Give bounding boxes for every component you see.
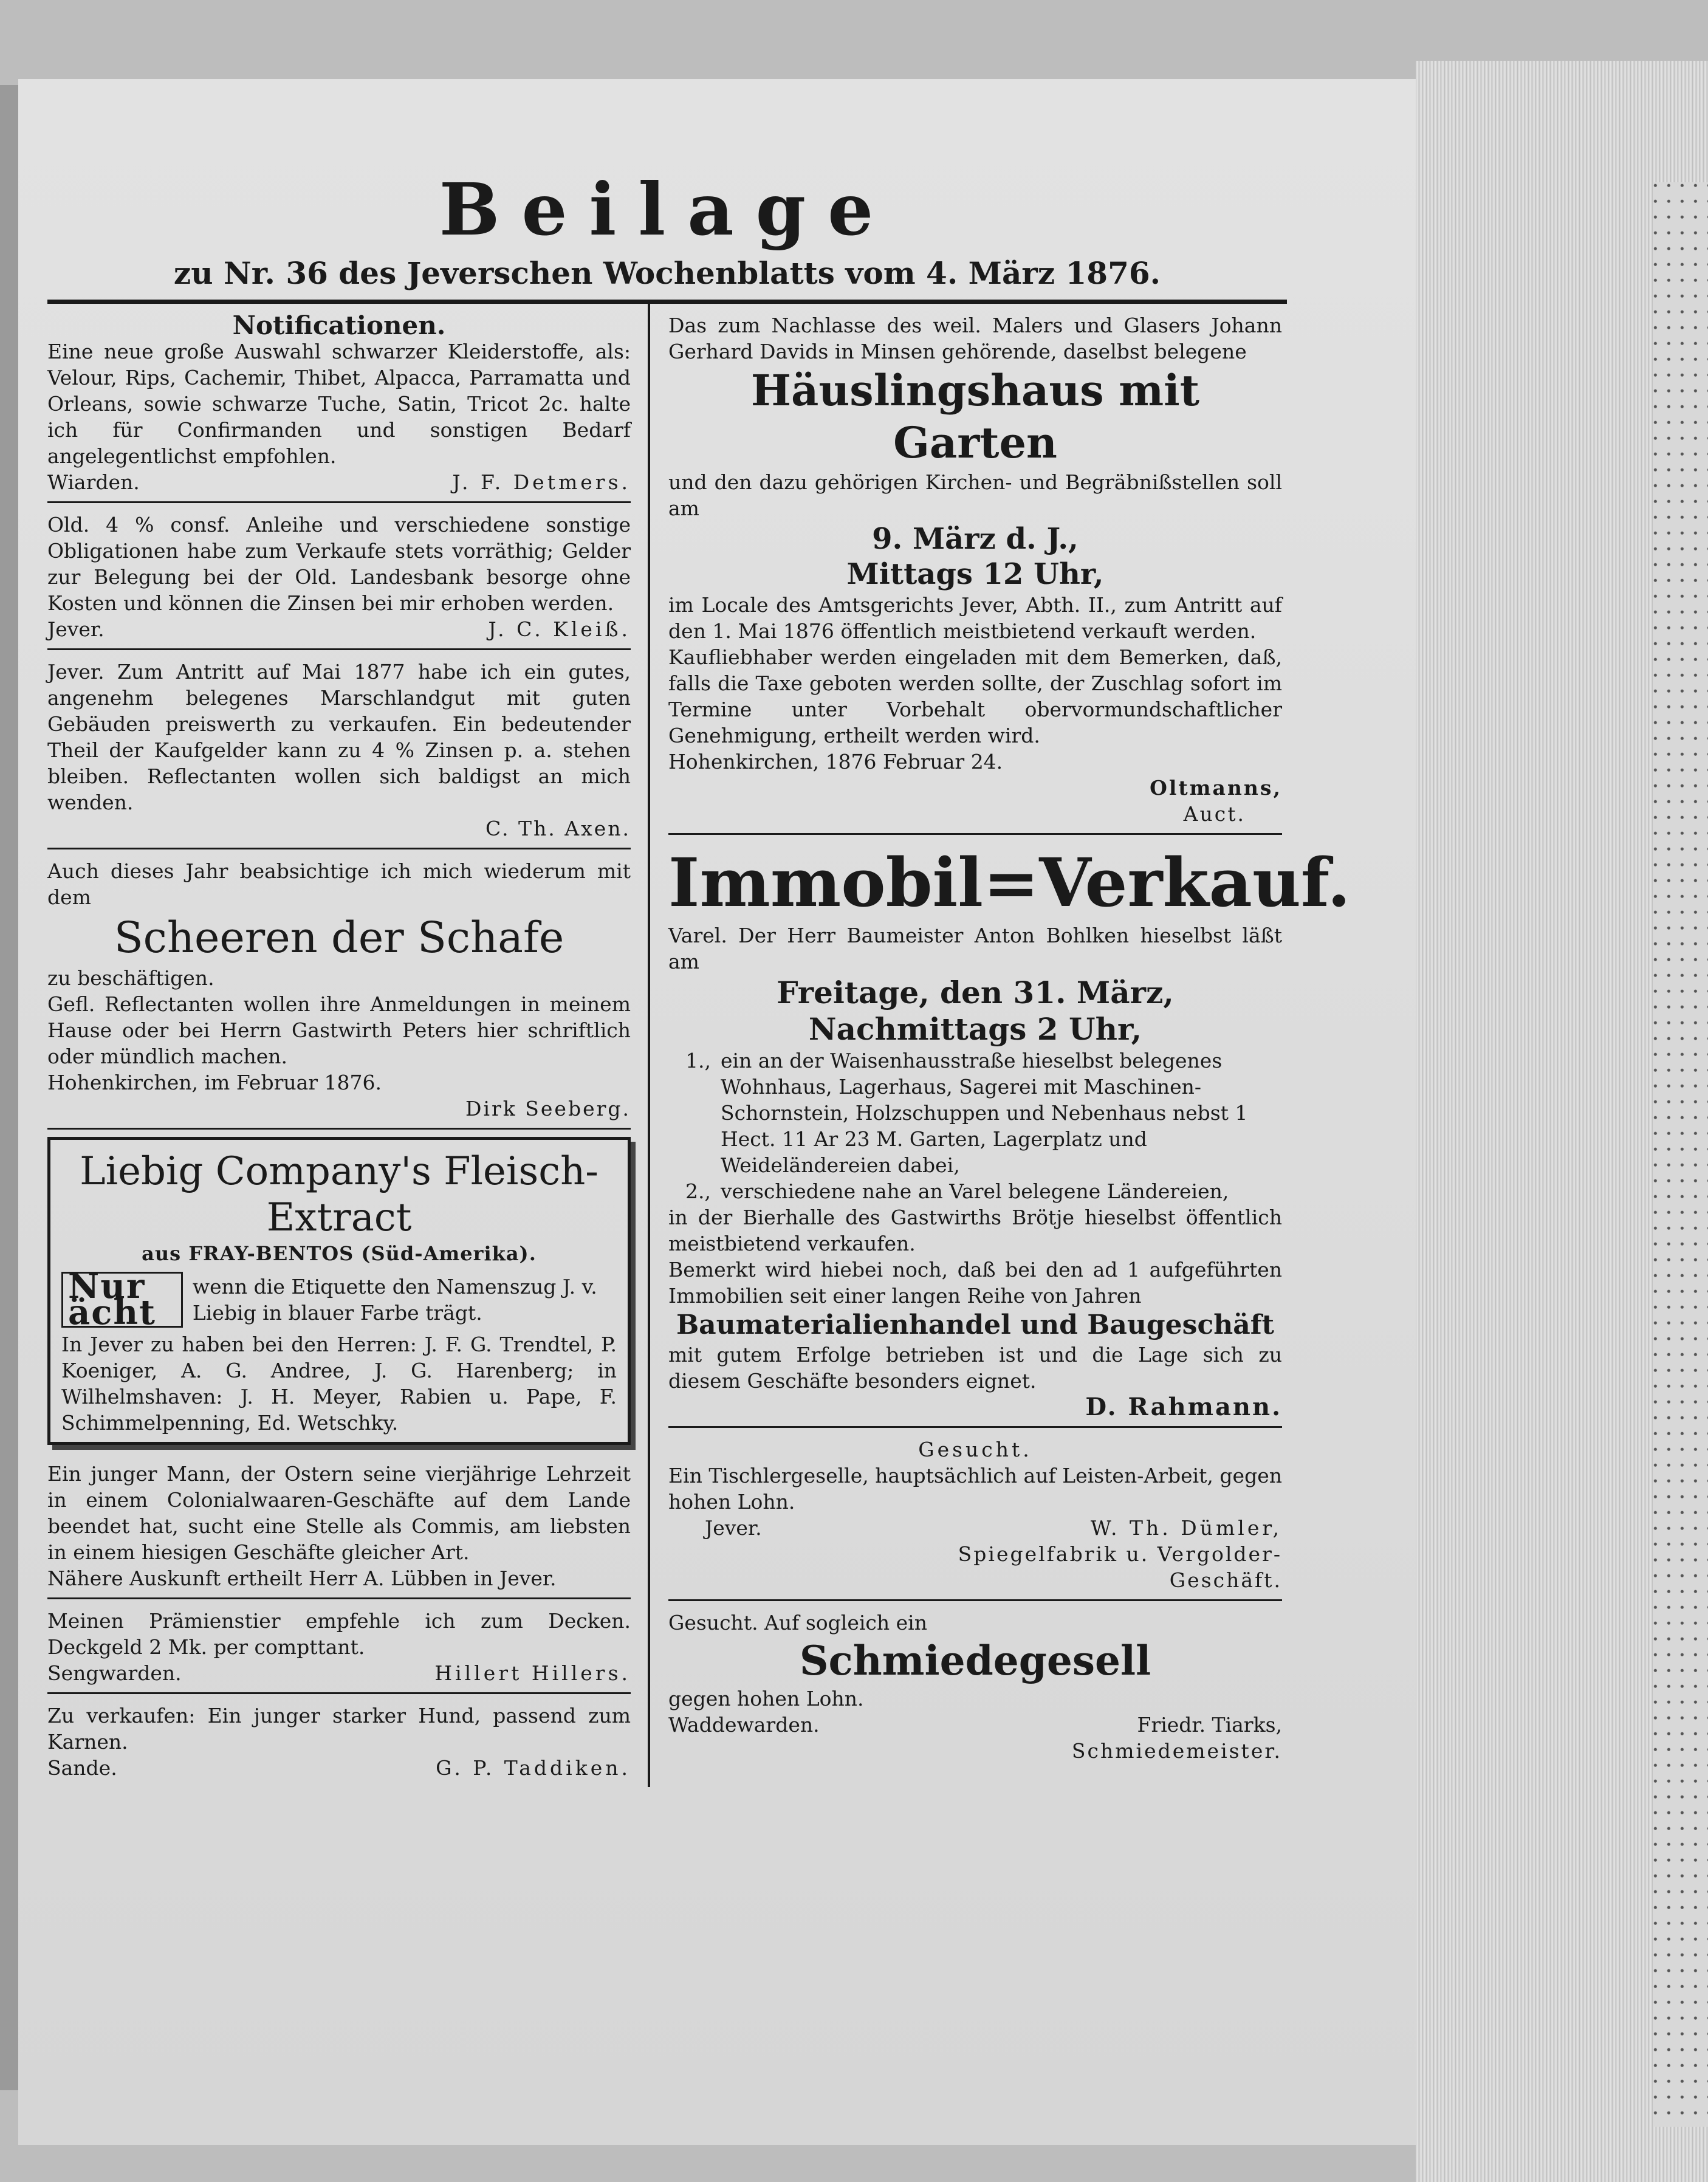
tischler-place: Jever.: [705, 1516, 762, 1540]
haeuslings-role: Auct.: [1183, 802, 1246, 826]
schafe-intro: Auch dieses Jahr beabsichtige ich mich wiederum mit dem: [47, 859, 631, 909]
stained-edge: [1653, 182, 1708, 2127]
left-column: [47, 304, 648, 1787]
schafe-headline: Scheeren der Schafe: [114, 913, 564, 962]
haeuslings-date1: 9. März d. J.,: [872, 522, 1079, 556]
ad-stier: [47, 1599, 631, 1694]
schmied-intro: Gesucht. Auf sogleich ein: [668, 1611, 927, 1635]
immobil-item-2-text: verschiedene nahe an Varel belegene Ländereien,: [721, 1179, 1229, 1203]
anleihe-footer: [47, 616, 631, 642]
liebig-title-2: Extract: [266, 1195, 412, 1240]
notifications-signature: J. F. Detmers.: [452, 470, 631, 494]
liebig-echt-text: wenn die Etiquette den Namenszug J. v. Liebig in blauer Farbe trägt.: [192, 1275, 597, 1325]
liebig-origin: aus FRAY-BENTOS (Süd-Amerika).: [142, 1242, 537, 1265]
hund-text: Zu verkaufen: Ein junger starker Hund, passend zum Karnen.: [47, 1704, 631, 1754]
commis-info: Nähere Auskunft ertheilt Herr A. Lübben in Jever.: [47, 1566, 557, 1590]
title-rule: [47, 300, 1287, 304]
liebig-dealers: In Jever zu haben bei den Herren: J. F. G. Trendtel, P. Koeniger, A. G. Andree, J. G. Harenberg; in Wilhelmshaven: J. H. Meyer, Rabien u. Pape, F. Schimmelpenning, Ed. Wetschky.: [61, 1333, 617, 1435]
anleihe-signature: J. C. Kleiß.: [488, 617, 631, 641]
immobil-item-2-num: 2.,: [685, 1179, 711, 1203]
stier-footer: [47, 1660, 631, 1686]
ad-commis: [47, 1452, 631, 1599]
liebig-nur-echt: Nur ächt: [61, 1272, 183, 1328]
notifications-place: Wiarden.: [47, 470, 140, 494]
tischler-role2: Geschäft.: [1169, 1568, 1282, 1592]
haeuslings-dateline: Hohenkirchen, 1876 Februar 24.: [668, 750, 1003, 774]
newspaper-page: [18, 79, 1416, 2145]
haeuslings-text3: Kaufliebhaber werden eingeladen mit dem Bemerken, daß, falls die Taxe geboten werden sollte, der Zuschlag sofort im Termine unter Vorbehalt obervormundschaftlicher Genehmigung, ertheilt werden wird.: [668, 645, 1282, 747]
immobil-headline: Immobil=Verkauf.: [668, 843, 1351, 922]
immobil-item-1-text: ein an der Waisenhausstraße hieselbst belegenes Wohnhaus, Lagerhaus, Sagerei mit Maschinen-Schornstein, Holzschuppen und Nebenhaus nebst 1 Hect. 11 Ar 23 M. Garten, Lagerplatz und Weideländereien dabei,: [721, 1049, 1248, 1177]
schafe-line: zu beschäftigen.: [47, 966, 214, 990]
immobil-date2: Nachmittags 2 Uhr,: [808, 1011, 1142, 1047]
adjacent-page-edge: [0, 85, 18, 2090]
schmied-text: gegen hohen Lohn.: [668, 1687, 864, 1710]
ad-hund: [47, 1694, 631, 1787]
liebig-authentic-row: [61, 1266, 617, 1333]
ad-anleihe: [47, 503, 631, 650]
notifications-footer: [47, 469, 631, 495]
marschland-text: Jever. Zum Antritt auf Mai 1877 habe ich ein gutes, angenehm belegenes Marschlandgut mit guten Gebäuden preiswerth zu verkaufen. Ein bedeutender Theil der Kaufgelder kann zu 4 % Zinsen p. a. stehen bleiben. Reflectanten wollen sich baldigst an mich wenden.: [47, 660, 631, 814]
haeuslings-headline: Häuslingshaus mit Garten: [750, 365, 1200, 468]
notifications-heading: Notificationen.: [232, 310, 446, 340]
right-column: [648, 304, 1351, 1787]
schmied-role: Schmiedemeister.: [1071, 1739, 1282, 1763]
stier-signature: Hillert Hillers.: [434, 1661, 631, 1685]
immobil-item-1-num: 1.,: [685, 1049, 711, 1072]
schmied-headline: Schmiedegesell: [799, 1637, 1151, 1684]
tischler-text: Ein Tischlergeselle, hauptsächlich auf Leisten-Arbeit, gegen hohen Lohn.: [668, 1464, 1282, 1514]
schmied-footer: [668, 1712, 1282, 1738]
ad-haeuslingshaus: [668, 304, 1282, 835]
book-page-edges: [1416, 61, 1708, 2182]
liebig-title-1: Liebig Company's Fleisch-: [80, 1149, 598, 1194]
haeuslings-date2: Mittags 12 Uhr,: [846, 557, 1104, 591]
ad-notifications: [47, 304, 631, 503]
schmied-signature: Friedr. Tiarks,: [1137, 1713, 1282, 1737]
haeuslings-text2: im Locale des Amtsgerichts Jever, Abth. II., zum Antritt auf den 1. Mai 1876 öffentlich meistbietend verkauft werden.: [668, 593, 1282, 643]
ad-tischler: [668, 1428, 1282, 1601]
haeuslings-signature: Oltmanns,: [1150, 776, 1282, 800]
tischler-footer: [668, 1515, 1282, 1541]
notifications-text: Eine neue große Auswahl schwarzer Kleiderstoffe, als: Velour, Rips, Cachemir, Thibet, Alpacca, Parramatta und Orleans, sowie schwarze Tuche, Satin, Tricot 2c. halte ich für Confirmanden und sonstigen Bedarf angelegentlichst empfohlen.: [47, 340, 631, 468]
marschland-signature: C. Th. Axen.: [485, 817, 631, 840]
anleihe-text: Old. 4 % consf. Anleihe und verschiedene sonstige Obligationen habe zum Verkaufe stets vorräthig; Gelder zur Belegung bei der Old. Landesbank besorge ohne Kosten und können die Zinsen bei mir erhoben werden.: [47, 513, 631, 615]
immobil-intro: Varel. Der Herr Baumeister Anton Bohlken hieselbst läßt am: [668, 924, 1282, 973]
hund-place: Sande.: [47, 1756, 117, 1780]
immobil-headline2: Baumaterialienhandel und Baugeschäft: [676, 1309, 1274, 1340]
page-title: Beilage: [439, 167, 896, 252]
immobil-text1: in der Bierhalle des Gastwirths Brötje hieselbst öffentlich meistbietend verkaufen.: [668, 1206, 1282, 1255]
tischler-heading: Gesucht.: [918, 1438, 1032, 1461]
hund-footer: [47, 1755, 631, 1781]
immobil-signature: D. Rahmann.: [1085, 1393, 1282, 1421]
haeuslings-intro: Das zum Nachlasse des weil. Malers und Glasers Johann Gerhard Davids in Minsen gehörende, daselbst belegene: [668, 314, 1282, 363]
ad-immobil: [668, 835, 1351, 1428]
immobil-text2: Bemerkt wird hiebei noch, daß bei den ad 1 aufgeführten Immobilien seit einer langen Reihe von Jahren: [668, 1258, 1282, 1308]
immobil-date1: Freitage, den 31. März,: [777, 975, 1174, 1010]
ad-schafe: [47, 849, 631, 1130]
schafe-dateline: Hohenkirchen, im Februar 1876.: [47, 1071, 382, 1094]
page-content: [47, 167, 1351, 1787]
hund-signature: G. P. Taddiken.: [436, 1756, 631, 1780]
schafe-signature: Dirk Seeberg.: [465, 1097, 631, 1120]
commis-text: Ein junger Mann, der Ostern seine vierjährige Lehrzeit in einem Colonialwaaren-Geschäfte auf dem Lande beendet hat, sucht eine Stelle als Commis, am liebsten in einem hiesigen Geschäfte gleicher Art.: [47, 1462, 631, 1564]
anleihe-place: Jever.: [47, 617, 105, 641]
haeuslings-text1: und den dazu gehörigen Kirchen- und Begräbnißstellen soll am: [668, 470, 1282, 520]
stier-text: Meinen Prämienstier empfehle ich zum Decken. Deckgeld 2 Mk. per compttant.: [47, 1609, 631, 1659]
immobil-item-2: [668, 1178, 1282, 1204]
ad-liebig: [47, 1137, 631, 1445]
immobil-item-1: [668, 1048, 1282, 1178]
immobil-text3: mit gutem Erfolge betrieben ist und die Lage sich zu diesem Geschäfte besonders eignet.: [668, 1343, 1282, 1393]
schafe-text: Gefl. Reflectanten wollen ihre Anmeldungen in meinem Hause oder bei Herrn Gastwirth Peters hier schriftlich oder mündlich machen.: [47, 992, 631, 1068]
ad-schmiedegesell: [668, 1601, 1282, 1770]
columns: [47, 304, 1351, 1787]
schmied-place: Waddewarden.: [668, 1713, 820, 1737]
ad-marschland: [47, 650, 631, 849]
tischler-signature: W. Th. Dümler,: [1090, 1516, 1282, 1540]
tischler-role1: Spiegelfabrik u. Vergolder-: [958, 1542, 1282, 1566]
stier-place: Sengwarden.: [47, 1661, 182, 1685]
page-subtitle: zu Nr. 36 des Jeverschen Wochenblatts vom 4. März 1876.: [173, 255, 1161, 291]
